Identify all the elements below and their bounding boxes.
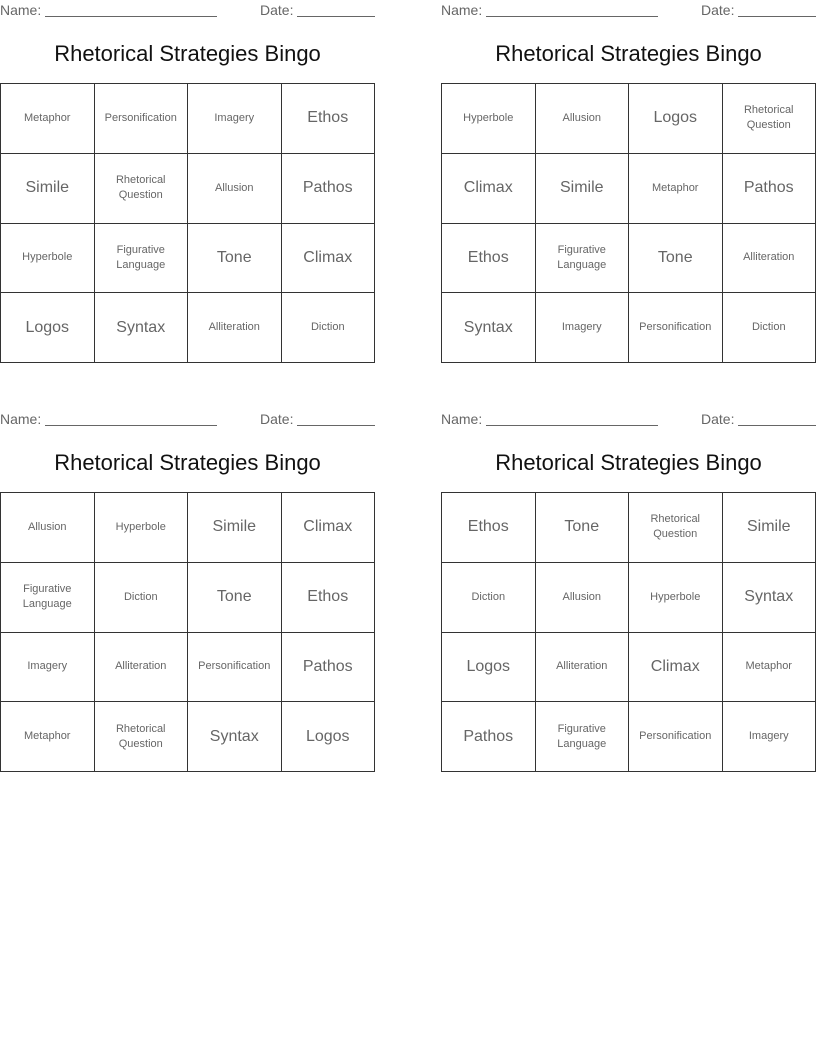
bingo-cell[interactable] (442, 293, 536, 363)
bingo-cell-label: Alliteration (115, 660, 167, 673)
name-label: Name: (441, 2, 483, 18)
bingo-cell-label: Simile (212, 518, 257, 536)
bingo-cell-label: Allusion (214, 181, 254, 194)
bingo-cell-label: Rhetorical Question (115, 722, 166, 750)
bingo-cell[interactable] (282, 154, 376, 224)
bingo-cell[interactable] (282, 563, 376, 633)
bingo-cell-label: Metaphor (745, 660, 792, 673)
bingo-cell-label: Metaphor (24, 730, 71, 743)
bingo-cell[interactable] (282, 293, 376, 363)
date-label: Date: (701, 411, 735, 427)
bingo-cell[interactable] (1, 154, 95, 224)
bingo-cell[interactable] (188, 84, 282, 154)
bingo-grid (441, 83, 816, 363)
bingo-cell-label: Syntax (209, 727, 259, 745)
bingo-cell[interactable] (536, 154, 630, 224)
bingo-cell-label: Simile (559, 179, 604, 197)
bingo-cell[interactable] (723, 563, 816, 633)
bingo-cell[interactable] (95, 563, 189, 633)
name-label: Name: (0, 2, 42, 18)
bingo-cell-label: Pathos (302, 657, 353, 675)
bingo-cell-label: Simile (25, 179, 70, 197)
bingo-cell-label: Alliteration (743, 251, 795, 264)
bingo-cell-label: Alliteration (556, 660, 608, 673)
bingo-cell-label: Climax (303, 518, 353, 536)
bingo-cell-label: Simile (746, 518, 791, 536)
bingo-cell[interactable] (188, 293, 282, 363)
date-label: Date: (701, 2, 735, 18)
name-label: Name: (0, 411, 42, 427)
bingo-cell-label: Hyperbole (463, 111, 514, 124)
bingo-cell[interactable] (95, 84, 189, 154)
bingo-cell-label: Climax (303, 248, 353, 266)
bingo-cell-label: Figurative Language (22, 583, 72, 611)
bingo-cell[interactable] (188, 154, 282, 224)
bingo-cell[interactable] (1, 84, 95, 154)
bingo-cell-label: Ethos (467, 518, 509, 536)
bingo-cell-label: Personification (198, 660, 271, 673)
bingo-cell[interactable] (442, 702, 536, 772)
bingo-cell[interactable] (188, 563, 282, 633)
bingo-cell-label: Syntax (116, 318, 166, 336)
bingo-cell[interactable] (442, 84, 536, 154)
bingo-cell[interactable] (723, 633, 816, 703)
bingo-cell[interactable] (282, 702, 376, 772)
bingo-cell[interactable] (629, 293, 723, 363)
name-blank-line[interactable] (45, 16, 217, 17)
bingo-cell[interactable] (629, 702, 723, 772)
bingo-cell[interactable] (536, 563, 630, 633)
bingo-cell[interactable] (282, 224, 376, 294)
bingo-cell-label: Hyperbole (22, 251, 73, 264)
bingo-cell[interactable] (1, 633, 95, 703)
card-title: Rhetorical Strategies Bingo (54, 450, 321, 475)
bingo-card (0, 0, 375, 370)
date-blank-line[interactable] (297, 425, 375, 426)
bingo-cell-label: Logos (466, 657, 511, 675)
bingo-cell[interactable] (1, 293, 95, 363)
bingo-cell[interactable] (442, 154, 536, 224)
bingo-cell[interactable] (188, 633, 282, 703)
bingo-cell-label: Pathos (463, 727, 514, 745)
bingo-cell[interactable] (629, 154, 723, 224)
bingo-cell-label: Diction (751, 321, 786, 334)
bingo-cell-label: Personification (639, 730, 712, 743)
bingo-cell[interactable] (442, 224, 536, 294)
bingo-cell[interactable] (536, 293, 630, 363)
card-title: Rhetorical Strategies Bingo (495, 450, 762, 475)
bingo-cell-label: Figurative Language (116, 243, 166, 271)
bingo-cell-label: Climax (650, 657, 700, 675)
name-date-row (441, 410, 816, 430)
bingo-cell-label: Imagery (561, 321, 602, 334)
bingo-cell-label: Imagery (748, 730, 789, 743)
bingo-cell[interactable] (723, 293, 816, 363)
bingo-cell[interactable] (95, 702, 189, 772)
bingo-cell-label: Rhetorical Question (743, 104, 794, 132)
bingo-cell-label: Allusion (562, 111, 602, 124)
bingo-cell[interactable] (95, 493, 189, 563)
name-date-row (0, 1, 375, 21)
bingo-cell-label: Logos (653, 109, 698, 127)
bingo-cell-label: Rhetorical Question (115, 174, 166, 202)
bingo-cell[interactable] (282, 84, 376, 154)
bingo-cell-label: Rhetorical Question (650, 513, 701, 541)
bingo-cell-label: Logos (305, 727, 350, 745)
bingo-cell[interactable] (1, 493, 95, 563)
bingo-cell-label: Metaphor (24, 111, 71, 124)
bingo-cell[interactable] (629, 493, 723, 563)
bingo-cell-label: Metaphor (652, 181, 699, 194)
bingo-cell[interactable] (442, 633, 536, 703)
bingo-cell-label: Imagery (214, 111, 255, 124)
card-title: Rhetorical Strategies Bingo (495, 41, 762, 66)
bingo-cell[interactable] (282, 633, 376, 703)
bingo-cell[interactable] (536, 633, 630, 703)
bingo-cell[interactable] (188, 702, 282, 772)
bingo-cell[interactable] (723, 154, 816, 224)
bingo-cell[interactable] (188, 493, 282, 563)
bingo-cell-label: Ethos (307, 109, 349, 127)
name-date-row (0, 410, 375, 430)
bingo-cell-label: Climax (463, 179, 513, 197)
bingo-cell[interactable] (1, 224, 95, 294)
bingo-cell[interactable] (723, 224, 816, 294)
bingo-card (441, 0, 816, 370)
bingo-cell[interactable] (536, 84, 630, 154)
bingo-cell[interactable] (536, 702, 630, 772)
bingo-cell[interactable] (723, 493, 816, 563)
bingo-cell[interactable] (188, 224, 282, 294)
bingo-cell-label: Personification (639, 321, 712, 334)
bingo-cell[interactable] (282, 493, 376, 563)
bingo-cell-label: Allusion (562, 590, 602, 603)
bingo-cell-label: Diction (123, 590, 158, 603)
bingo-card (0, 409, 375, 779)
date-blank-line[interactable] (738, 425, 816, 426)
bingo-cell[interactable] (629, 563, 723, 633)
name-blank-line[interactable] (45, 425, 217, 426)
bingo-cell[interactable] (536, 224, 630, 294)
name-date-row (441, 1, 816, 21)
bingo-cell[interactable] (95, 154, 189, 224)
bingo-cell-label: Tone (657, 248, 693, 266)
name-blank-line[interactable] (486, 425, 658, 426)
bingo-cell-label: Personification (104, 111, 177, 124)
date-label: Date: (260, 2, 294, 18)
bingo-card (441, 409, 816, 779)
bingo-cell[interactable] (442, 493, 536, 563)
bingo-cell-label: Hyperbole (115, 520, 166, 533)
card-title: Rhetorical Strategies Bingo (54, 41, 321, 66)
bingo-cell[interactable] (629, 633, 723, 703)
bingo-cell-label: Pathos (743, 179, 794, 197)
bingo-cell-label: Tone (564, 518, 600, 536)
bingo-cell-label: Syntax (463, 318, 513, 336)
bingo-cell-label: Ethos (467, 248, 509, 266)
bingo-cell[interactable] (1, 702, 95, 772)
date-label: Date: (260, 411, 294, 427)
bingo-cell[interactable] (629, 224, 723, 294)
bingo-cell[interactable] (536, 493, 630, 563)
bingo-cell-label: Imagery (27, 660, 68, 673)
bingo-cell[interactable] (723, 702, 816, 772)
bingo-cell[interactable] (95, 633, 189, 703)
bingo-cell-label: Diction (471, 590, 506, 603)
bingo-cell-label: Figurative Language (557, 243, 607, 271)
bingo-cell-label: Alliteration (208, 321, 260, 334)
date-blank-line[interactable] (738, 16, 816, 17)
bingo-cell[interactable] (95, 224, 189, 294)
bingo-cell-label: Pathos (302, 179, 353, 197)
bingo-cell[interactable] (723, 84, 816, 154)
bingo-cell[interactable] (1, 563, 95, 633)
bingo-cell-label: Tone (216, 248, 252, 266)
bingo-cell-label: Tone (216, 588, 252, 606)
bingo-cell-label: Ethos (307, 588, 349, 606)
bingo-grid (0, 83, 375, 363)
bingo-cell[interactable] (442, 563, 536, 633)
bingo-cell-label: Diction (310, 321, 345, 334)
name-label: Name: (441, 411, 483, 427)
bingo-cell-label: Logos (25, 318, 70, 336)
bingo-cell-label: Figurative Language (557, 722, 607, 750)
bingo-grid (0, 492, 375, 772)
bingo-cell-label: Allusion (27, 520, 67, 533)
date-blank-line[interactable] (297, 16, 375, 17)
bingo-cell[interactable] (629, 84, 723, 154)
bingo-grid (441, 492, 816, 772)
bingo-cell-label: Syntax (744, 588, 794, 606)
bingo-cell[interactable] (95, 293, 189, 363)
name-blank-line[interactable] (486, 16, 658, 17)
bingo-cell-label: Hyperbole (650, 590, 701, 603)
